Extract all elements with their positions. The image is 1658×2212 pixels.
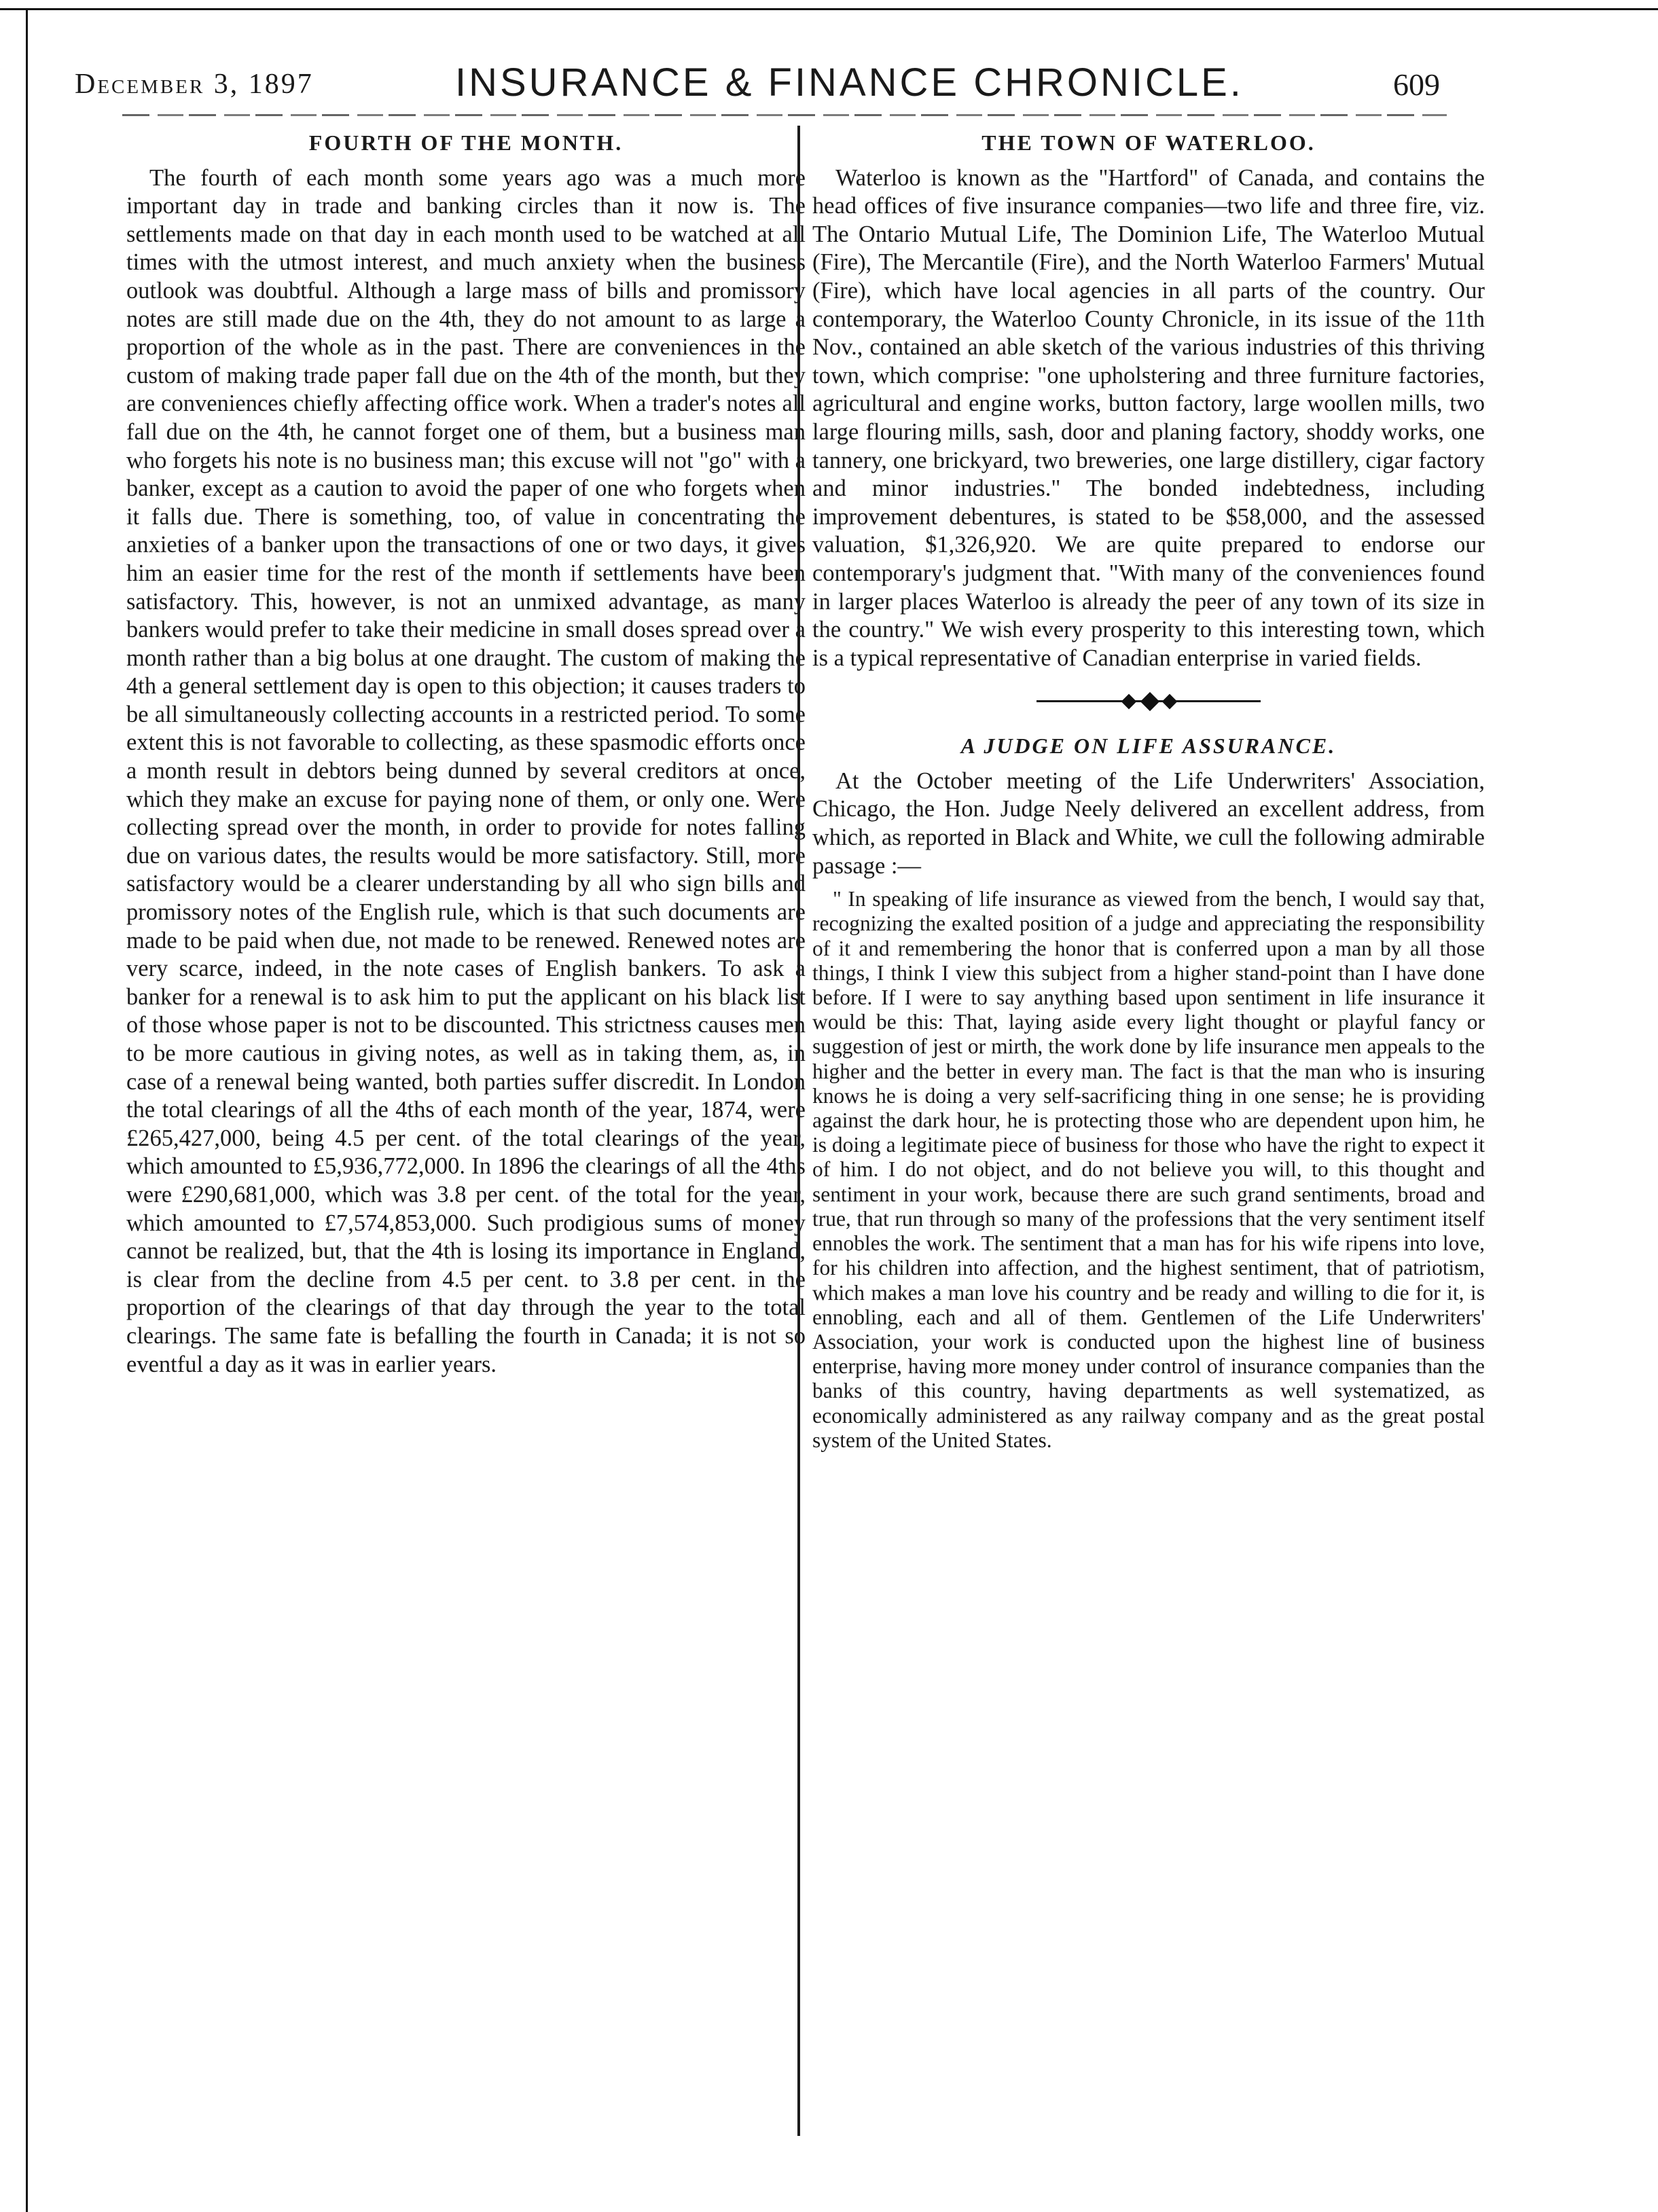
page-number: 609 — [1393, 67, 1440, 102]
article-title-fourth-of-month: FOURTH OF THE MONTH. — [308, 130, 624, 155]
article-body-fourth-of-month: The fourth of each month some years ago was a much more important day in trade and banking circles than it now is. The settlements made on that day in each month used to be watched at all times with the utmost interest, and much anxiety when the business outlook was doubtful. Although a large mass of bills and promissory notes are still made due on the 4th, they do not amount to as large a proportion of the whole as in the past. There are conveniences in the custom of making trade paper fall due on the 4th of the month, but they are conveniences chiefly affecting office work. When a trader's notes all fall due on the 4th, he cannot forget one of them, but a business man who forgets his note is no business man; this excuse will not "go" with a banker, except as a caution to avoid the paper of one who forgets when it falls due. There is something, too, of value in concentrating the anxieties of a banker upon the transactions of one or two days, it gives him an easier time for the rest of the month if settlements have been satisfactory. This, however, is not an unmixed advantage, as many bankers would prefer to take their medicine in small doses spread over a month rather than a big bolus at one draught. The custom of making the 4th a general settlement day is open to this objection; it causes traders to be all simultaneously collecting accounts in a restricted period. To some extent this is not favorable to collecting, as these spasmodic efforts once a month result in debtors being dunned by several creditors at once, which they make an excuse for paying none of them, or only one. Were collecting spread over the month, in order to provide for notes falling due on various dates, the results would be more satisfactory. Still, more satisfactory would be a clearer understanding by all who sign bills and promissory notes of the English rule, which is that such documents are made to be paid when due, not made to be renewed. Renewed notes are very scarce, indeed, in the note cases of English bankers. To ask a banker for a renewal is to ask him to put the applicant on his black list of those whose paper is not to be discounted. This strictness causes men to be more cautious in giving notes, as well as in taking them, as, in case of a renewal being wanted, both parties suffer discredit. In London the total clearings of all the 4ths of each month of the year, 1874, were £265,427,000, being 4.5 per cent. of the total clearings of the year, which amounted to £5,936,772,000. In 1896 the clearings of all the 4ths were £290,681,000, which was 3.8 per cent. of the total for the year, which amounted to £7,574,853,000. Such prodigious sums of money cannot be realized, but, that the 4th is losing its importance in England, is clear from the decline from 4.5 per cent. to 3.8 per cent. in the proportion of the clearings of that day through the year to the total clearings. The same fate is befalling the fourth in Canada; it is not so eventful a day as it was in earlier years. — [126, 164, 806, 1377]
article-quote-judge-on-life-assurance: " In speaking of life insurance as viewed from the bench, I would say that, recognizing the exalted position of a judge and appreciating the responsibility of it and remembering the honor that is conferred upon a man by all those things, I think I view this subject from a higher stand-point than I have done before. If I were to say anything based upon sentiment in life insurance it would be this: That, laying aside every light thought or playful fancy or suggestion of jest or mirth, the work done by life insurance men appeals to the higher and the better in every man. The fact is that the man who is insuring knows he is doing a very self-sacrificing thing in one sense; he is providing against the dark hour, he is protecting those who are dependent upon him, he is doing a legitimate piece of business for those who have the right to expect it of him. I do not object, and do not believe you will, to this thought and sentiment in your work, because there are such grand sentiments, broad and true, that run through so many of the professions that the very sentiment itself ennobles the work. The sentiment that a man has for his wife ripens into love, for his children into affection, and the highest sentiment, that of patriotism, which makes a man love his country and be ready and willing to die for it, is ennobling, each and all of them. Gentlemen of the Life Underwriters' Association, your work is conducted upon the highest line of business enterprise, having more money under control of insurance companies than the banks of this country, having departments as well systematized, as economically administered as any railway company and as the great postal system of the United States. — [812, 887, 1485, 1452]
article-title-judge-on-life-assurance: A JUDGE ON LIFE ASSURANCE. — [960, 733, 1337, 759]
publication-title: INSURANCE & FINANCE CHRONICLE. — [455, 60, 1244, 105]
running-head — [75, 60, 1440, 107]
left-column — [126, 129, 806, 1379]
issue-date: December 3, 1897 — [75, 69, 314, 100]
right-column — [812, 129, 1485, 1453]
article-title-town-of-waterloo: THE TOWN OF WATERLOO. — [981, 130, 1316, 155]
scan-frame-left — [26, 8, 28, 2212]
article-body-town-of-waterloo: Waterloo is known as the "Hartford" of Canada, and contains the head offices of five insurance companies—two life and three fire, viz. The Ontario Mutual Life, The Dominion Life, The Waterloo Mutual (Fire), The Mercantile (Fire), and the North Waterloo Farmers' Mutual (Fire), which have local agencies in all parts of the country. Our contemporary, the Waterloo County Chronicle, in its issue of the 11th Nov., contained an able sketch of the various industries of this thriving town, which comprise: "one upholstering and three furniture factories, agricultural and engine works, button factory, large woollen mills, two large flouring mills, sash, door and planing factory, shoddy works, one tannery, one brickyard, two breweries, one large distillery, cigar factory and minor industries." The bonded indebtedness, including improvement debentures, is stated to be $58,000, and the assessed valuation, $1,326,920. We are quite prepared to endorse our contemporary's judgment that. "With many of the conveniences found in larger places Waterloo is already the peer of any town of its size in the country." We wish every prosperity to this interesting town, which is a typical representative of Canadian enterprise in varied fields. — [812, 164, 1485, 671]
scan-frame-top — [0, 8, 1658, 10]
header-rule — [122, 114, 1447, 116]
article-intro-judge-on-life-assurance: At the October meeting of the Life Underwriters' Association, Chicago, the Hon. Judge Neely delivered an excellent address, from which, as reported in Black and White, we cull the following admirable passage :— — [812, 767, 1485, 879]
section-ornament — [1037, 691, 1261, 712]
